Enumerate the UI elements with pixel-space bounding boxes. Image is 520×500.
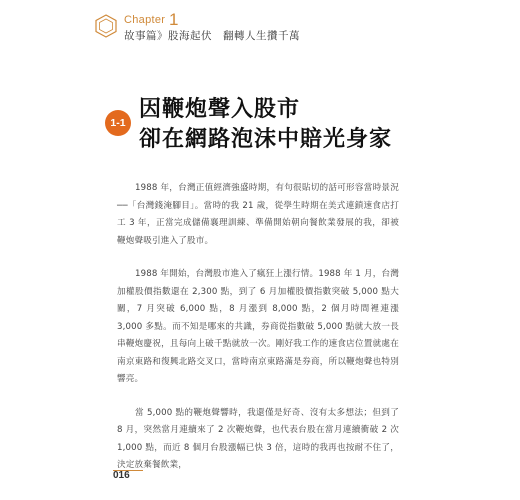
chapter-label: Chapter [124, 14, 166, 26]
paragraph-3: 當 5,000 點的鞭炮聲響時，我還僅是好奇、沒有太多想法；但到了 8 月，突然當月連續來了 2 次鞭炮聲，也代表台股在當月連續衝破 2 次 1,000 點，而近 8 個月台股漲幅已快 3 倍，這時的我再也按耐不住了，決定放棄餐飲業， [117, 407, 399, 470]
chapter-hexagon-icon [94, 14, 118, 38]
paragraph-2: 1988 年開始，台灣股市進入了瘋狂上漲行情。1988 年 1 月，台灣加權股價指數還在 2,300 點，到了 6 月加權股價指數突破 5,000 點大關，7 月突破 6,000 點，8 月漲到 8,000 點，2 個月時間裡連漲 3,000 多點。而不知是哪來的共識，券商從指數破 5,000 點就大放一長串鞭炮慶祝，且每向上破千點就放一次。剛好我工作的速食店位置就處在南京東路和復興北路交叉口，當時南京東路滿是券商，所以鞭炮聲也特別響亮。 [117, 269, 399, 384]
section-title-line-2: 卻在網路泡沫中賠光身家 [139, 127, 393, 152]
chapter-number: 1 [169, 10, 179, 29]
paragraph-1: 1988 年，台灣正值經濟強盛時期，有句很貼切的話可形容當時景況──「台灣錢淹腳目」。當時的我 21 歲，從學生時期在美式連鎖速食店打工 3 年，正當完成儲備襄理訓練、準備開始朝向餐飲業發展的我，卻被鞭炮聲吸引進入了股市。 [117, 183, 399, 246]
page-number: 016 [113, 470, 130, 481]
chapter-header [94, 10, 514, 44]
chapter-subtitle: 故事篇》股海起伏 翻轉人生攢千萬 [124, 30, 300, 42]
section-title-block [105, 92, 505, 152]
body-text [117, 180, 399, 491]
section-title-line-1: 因鞭炮聲入股市 [139, 97, 301, 122]
section-number-badge: 1-1 [105, 110, 131, 136]
